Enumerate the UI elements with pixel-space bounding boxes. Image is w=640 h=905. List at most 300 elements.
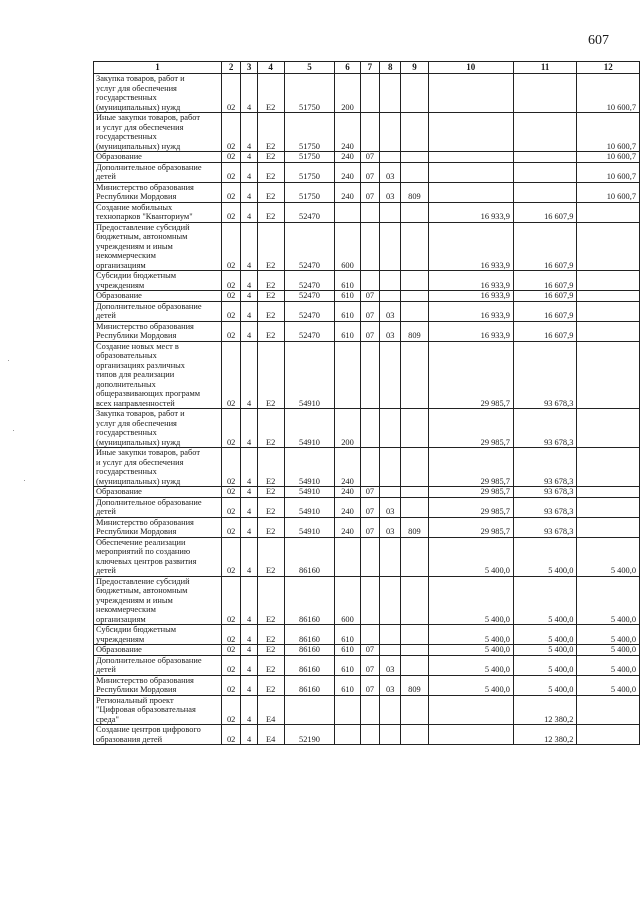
cell-col-4: Е2 [257, 291, 284, 302]
cell-col-9 [401, 74, 428, 113]
cell-col-7: 07 [360, 655, 379, 675]
cell-col-12 [577, 341, 640, 409]
cell-col-11: 12 380,2 [513, 725, 576, 745]
cell-col-11: 93 678,3 [513, 487, 576, 498]
row-description: Иные закупки товаров, работ и услуг для обеспечения государственных (муниципальных) нужд [94, 113, 222, 152]
cell-col-4: Е2 [257, 537, 284, 576]
cell-col-5: 52470 [284, 291, 335, 302]
cell-col-3: 4 [241, 341, 257, 409]
cell-col-11: 12 380,2 [513, 695, 576, 725]
column-header: 11 [513, 62, 576, 74]
cell-col-2: 02 [221, 625, 240, 645]
column-header: 2 [221, 62, 240, 74]
row-description: Создание мобильных технопарков "Кванториум" [94, 202, 222, 222]
cell-col-10 [428, 74, 513, 113]
cell-col-9 [401, 497, 428, 517]
cell-col-6: 240 [335, 113, 360, 152]
column-header: 12 [577, 62, 640, 74]
cell-col-8 [380, 341, 401, 409]
row-description: Министерство образования Республики Мордовия [94, 182, 222, 202]
cell-col-2: 02 [221, 321, 240, 341]
cell-col-2: 02 [221, 291, 240, 302]
cell-col-9: 809 [401, 182, 428, 202]
cell-col-6: 610 [335, 675, 360, 695]
cell-col-10: 5 400,0 [428, 625, 513, 645]
cell-col-7 [360, 341, 379, 409]
cell-col-7 [360, 222, 379, 271]
cell-col-4: Е2 [257, 341, 284, 409]
cell-col-7 [360, 409, 379, 448]
cell-col-11: 5 400,0 [513, 655, 576, 675]
cell-col-6 [335, 725, 360, 745]
cell-col-10 [428, 725, 513, 745]
row-description: Обеспечение реализации мероприятий по созданию ключевых центров развития детей [94, 537, 222, 576]
cell-col-8 [380, 576, 401, 625]
cell-col-8: 03 [380, 301, 401, 321]
cell-col-7 [360, 113, 379, 152]
cell-col-10: 29 985,7 [428, 517, 513, 537]
cell-col-11 [513, 152, 576, 163]
cell-col-3: 4 [241, 162, 257, 182]
cell-col-12 [577, 222, 640, 271]
cell-col-3: 4 [241, 291, 257, 302]
cell-col-8: 03 [380, 162, 401, 182]
cell-col-3: 4 [241, 497, 257, 517]
cell-col-5: 86160 [284, 675, 335, 695]
cell-col-7: 07 [360, 487, 379, 498]
cell-col-5: 51750 [284, 162, 335, 182]
cell-col-9 [401, 162, 428, 182]
table-row [94, 655, 640, 675]
cell-col-12 [577, 487, 640, 498]
cell-col-4: Е4 [257, 695, 284, 725]
row-description: Создание центров цифрового образования детей [94, 725, 222, 745]
cell-col-6: 240 [335, 182, 360, 202]
cell-col-7 [360, 695, 379, 725]
table-row [94, 645, 640, 656]
cell-col-12: 5 400,0 [577, 655, 640, 675]
cell-col-7 [360, 202, 379, 222]
cell-col-3: 4 [241, 152, 257, 163]
cell-col-11: 16 607,9 [513, 321, 576, 341]
cell-col-8: 03 [380, 497, 401, 517]
cell-col-12 [577, 695, 640, 725]
cell-col-8 [380, 271, 401, 291]
table-row [94, 74, 640, 113]
cell-col-2: 02 [221, 162, 240, 182]
cell-col-7: 07 [360, 321, 379, 341]
cell-col-12: 10 600,7 [577, 152, 640, 163]
scan-speck [8, 360, 9, 361]
row-description: Министерство образования Республики Мордовия [94, 517, 222, 537]
cell-col-6: 610 [335, 291, 360, 302]
cell-col-10: 16 933,9 [428, 291, 513, 302]
cell-col-12: 5 400,0 [577, 645, 640, 656]
cell-col-6 [335, 202, 360, 222]
cell-col-3: 4 [241, 222, 257, 271]
cell-col-6: 600 [335, 576, 360, 625]
cell-col-6: 200 [335, 409, 360, 448]
cell-col-12: 10 600,7 [577, 113, 640, 152]
row-description: Предоставление субсидий бюджетным, автономным учреждениям и иным некоммерческим организациям [94, 222, 222, 271]
row-description: Иные закупки товаров, работ и услуг для обеспечения государственных (муниципальных) нужд [94, 448, 222, 487]
column-header: 4 [257, 62, 284, 74]
cell-col-8 [380, 625, 401, 645]
cell-col-5: 54910 [284, 409, 335, 448]
table-row [94, 487, 640, 498]
cell-col-10: 5 400,0 [428, 537, 513, 576]
cell-col-12: 10 600,7 [577, 162, 640, 182]
table-row [94, 222, 640, 271]
cell-col-3: 4 [241, 517, 257, 537]
table-row [94, 675, 640, 695]
cell-col-8 [380, 152, 401, 163]
cell-col-2: 02 [221, 222, 240, 271]
cell-col-5: 52470 [284, 202, 335, 222]
row-description: Дополнительное образование детей [94, 301, 222, 321]
cell-col-7 [360, 725, 379, 745]
cell-col-5: 54910 [284, 448, 335, 487]
cell-col-10: 5 400,0 [428, 655, 513, 675]
cell-col-4: Е2 [257, 202, 284, 222]
cell-col-9 [401, 113, 428, 152]
cell-col-6: 610 [335, 655, 360, 675]
cell-col-7 [360, 271, 379, 291]
column-header: 9 [401, 62, 428, 74]
cell-col-6: 610 [335, 301, 360, 321]
cell-col-12 [577, 271, 640, 291]
cell-col-2: 02 [221, 409, 240, 448]
cell-col-4: Е2 [257, 448, 284, 487]
cell-col-9 [401, 576, 428, 625]
cell-col-6: 610 [335, 271, 360, 291]
cell-col-5: 54910 [284, 497, 335, 517]
cell-col-7: 07 [360, 645, 379, 656]
cell-col-10 [428, 182, 513, 202]
row-description: Министерство образования Республики Мордовия [94, 675, 222, 695]
cell-col-8: 03 [380, 517, 401, 537]
cell-col-3: 4 [241, 409, 257, 448]
row-description: Закупка товаров, работ и услуг для обеспечения государственных (муниципальных) нужд [94, 74, 222, 113]
cell-col-10: 16 933,9 [428, 222, 513, 271]
cell-col-5: 51750 [284, 152, 335, 163]
cell-col-9 [401, 271, 428, 291]
cell-col-11: 93 678,3 [513, 448, 576, 487]
column-header: 8 [380, 62, 401, 74]
cell-col-11 [513, 162, 576, 182]
cell-col-11 [513, 113, 576, 152]
column-header: 7 [360, 62, 379, 74]
cell-col-3: 4 [241, 655, 257, 675]
cell-col-7: 07 [360, 675, 379, 695]
cell-col-11: 5 400,0 [513, 625, 576, 645]
cell-col-3: 4 [241, 625, 257, 645]
cell-col-12 [577, 725, 640, 745]
cell-col-9 [401, 152, 428, 163]
cell-col-4: Е2 [257, 487, 284, 498]
cell-col-11: 93 678,3 [513, 497, 576, 517]
cell-col-5: 51750 [284, 74, 335, 113]
cell-col-11: 16 607,9 [513, 222, 576, 271]
cell-col-6: 240 [335, 152, 360, 163]
table-row [94, 291, 640, 302]
table-row [94, 301, 640, 321]
cell-col-9 [401, 202, 428, 222]
cell-col-2: 02 [221, 448, 240, 487]
cell-col-5: 86160 [284, 625, 335, 645]
table-row [94, 113, 640, 152]
cell-col-3: 4 [241, 487, 257, 498]
cell-col-9 [401, 655, 428, 675]
cell-col-3: 4 [241, 74, 257, 113]
cell-col-9 [401, 301, 428, 321]
row-description: Образование [94, 152, 222, 163]
column-header: 1 [94, 62, 222, 74]
cell-col-8: 03 [380, 655, 401, 675]
cell-col-7: 07 [360, 182, 379, 202]
column-header: 6 [335, 62, 360, 74]
row-description: Дополнительное образование детей [94, 655, 222, 675]
cell-col-9 [401, 487, 428, 498]
cell-col-4: Е2 [257, 162, 284, 182]
cell-col-4: Е2 [257, 409, 284, 448]
cell-col-5: 86160 [284, 537, 335, 576]
column-header: 5 [284, 62, 335, 74]
cell-col-12: 5 400,0 [577, 675, 640, 695]
row-description: Образование [94, 291, 222, 302]
cell-col-4: Е2 [257, 645, 284, 656]
cell-col-8 [380, 537, 401, 576]
cell-col-9 [401, 625, 428, 645]
cell-col-10: 5 400,0 [428, 645, 513, 656]
cell-col-8: 03 [380, 182, 401, 202]
row-description: Дополнительное образование детей [94, 162, 222, 182]
cell-col-3: 4 [241, 695, 257, 725]
cell-col-4: Е2 [257, 321, 284, 341]
cell-col-12 [577, 301, 640, 321]
cell-col-8 [380, 448, 401, 487]
cell-col-9 [401, 222, 428, 271]
cell-col-9 [401, 448, 428, 487]
cell-col-10: 16 933,9 [428, 271, 513, 291]
cell-col-6 [335, 695, 360, 725]
cell-col-4: Е2 [257, 497, 284, 517]
cell-col-9 [401, 537, 428, 576]
cell-col-4: Е2 [257, 301, 284, 321]
cell-col-5: 86160 [284, 655, 335, 675]
cell-col-3: 4 [241, 202, 257, 222]
cell-col-5: 54910 [284, 517, 335, 537]
cell-col-4: Е2 [257, 271, 284, 291]
cell-col-12: 5 400,0 [577, 537, 640, 576]
cell-col-6 [335, 537, 360, 576]
cell-col-7: 07 [360, 291, 379, 302]
cell-col-3: 4 [241, 271, 257, 291]
table-row [94, 625, 640, 645]
table-row [94, 576, 640, 625]
table-row [94, 341, 640, 409]
cell-col-4: Е4 [257, 725, 284, 745]
cell-col-10: 29 985,7 [428, 487, 513, 498]
cell-col-9 [401, 725, 428, 745]
cell-col-3: 4 [241, 537, 257, 576]
row-description: Предоставление субсидий бюджетным, автономным учреждениям и иным некоммерческим организациям [94, 576, 222, 625]
row-description: Дополнительное образование детей [94, 497, 222, 517]
cell-col-5: 52470 [284, 271, 335, 291]
cell-col-5: 52470 [284, 321, 335, 341]
cell-col-9: 809 [401, 675, 428, 695]
cell-col-11: 16 607,9 [513, 202, 576, 222]
row-description: Образование [94, 487, 222, 498]
cell-col-2: 02 [221, 576, 240, 625]
cell-col-5: 51750 [284, 182, 335, 202]
cell-col-5: 52190 [284, 725, 335, 745]
cell-col-4: Е2 [257, 182, 284, 202]
cell-col-8 [380, 202, 401, 222]
table-row [94, 537, 640, 576]
cell-col-2: 02 [221, 655, 240, 675]
cell-col-11: 5 400,0 [513, 537, 576, 576]
cell-col-10 [428, 113, 513, 152]
row-description: Создание новых мест в образовательных организациях различных типов для реализации дополнительных общеразвивающих программ всех направленностей [94, 341, 222, 409]
table-row [94, 695, 640, 725]
cell-col-3: 4 [241, 448, 257, 487]
cell-col-5: 54910 [284, 487, 335, 498]
table-row [94, 182, 640, 202]
row-description: Субсидии бюджетным учреждениям [94, 625, 222, 645]
cell-col-8 [380, 487, 401, 498]
row-description: Закупка товаров, работ и услуг для обеспечения государственных (муниципальных) нужд [94, 409, 222, 448]
cell-col-10 [428, 695, 513, 725]
cell-col-10: 29 985,7 [428, 341, 513, 409]
cell-col-8: 03 [380, 321, 401, 341]
cell-col-7 [360, 448, 379, 487]
column-header: 10 [428, 62, 513, 74]
cell-col-4: Е2 [257, 517, 284, 537]
cell-col-11 [513, 182, 576, 202]
cell-col-2: 02 [221, 341, 240, 409]
table-row [94, 409, 640, 448]
cell-col-12 [577, 202, 640, 222]
cell-col-10: 16 933,9 [428, 321, 513, 341]
cell-col-4: Е2 [257, 625, 284, 645]
row-description: Образование [94, 645, 222, 656]
cell-col-12 [577, 448, 640, 487]
cell-col-10: 29 985,7 [428, 409, 513, 448]
cell-col-12 [577, 291, 640, 302]
cell-col-3: 4 [241, 675, 257, 695]
cell-col-7: 07 [360, 497, 379, 517]
cell-col-10: 29 985,7 [428, 448, 513, 487]
cell-col-8 [380, 645, 401, 656]
cell-col-7 [360, 74, 379, 113]
cell-col-12 [577, 517, 640, 537]
cell-col-10: 16 933,9 [428, 202, 513, 222]
cell-col-10 [428, 152, 513, 163]
cell-col-5: 52470 [284, 301, 335, 321]
cell-col-3: 4 [241, 182, 257, 202]
table-row [94, 271, 640, 291]
cell-col-2: 02 [221, 675, 240, 695]
cell-col-5: 54910 [284, 341, 335, 409]
cell-col-2: 02 [221, 113, 240, 152]
row-description: Министерство образования Республики Мордовия [94, 321, 222, 341]
cell-col-2: 02 [221, 695, 240, 725]
cell-col-8 [380, 291, 401, 302]
cell-col-6: 240 [335, 162, 360, 182]
cell-col-8 [380, 695, 401, 725]
cell-col-5 [284, 695, 335, 725]
cell-col-3: 4 [241, 725, 257, 745]
cell-col-6: 610 [335, 645, 360, 656]
cell-col-4: Е2 [257, 113, 284, 152]
cell-col-6: 200 [335, 74, 360, 113]
cell-col-11: 93 678,3 [513, 341, 576, 409]
cell-col-11: 5 400,0 [513, 645, 576, 656]
cell-col-4: Е2 [257, 675, 284, 695]
cell-col-8 [380, 113, 401, 152]
cell-col-11: 93 678,3 [513, 409, 576, 448]
cell-col-6: 610 [335, 321, 360, 341]
cell-col-11: 16 607,9 [513, 271, 576, 291]
cell-col-6: 240 [335, 517, 360, 537]
cell-col-9 [401, 291, 428, 302]
cell-col-10: 5 400,0 [428, 576, 513, 625]
cell-col-8 [380, 74, 401, 113]
cell-col-2: 02 [221, 497, 240, 517]
header-row [94, 62, 640, 74]
cell-col-12: 5 400,0 [577, 625, 640, 645]
scan-speck [13, 430, 14, 431]
cell-col-7: 07 [360, 152, 379, 163]
cell-col-6: 240 [335, 448, 360, 487]
cell-col-3: 4 [241, 301, 257, 321]
cell-col-9 [401, 341, 428, 409]
cell-col-4: Е2 [257, 222, 284, 271]
cell-col-11: 5 400,0 [513, 576, 576, 625]
cell-col-7 [360, 625, 379, 645]
cell-col-6: 240 [335, 497, 360, 517]
cell-col-8 [380, 222, 401, 271]
cell-col-12 [577, 321, 640, 341]
cell-col-12 [577, 409, 640, 448]
cell-col-11: 16 607,9 [513, 291, 576, 302]
cell-col-5: 51750 [284, 113, 335, 152]
cell-col-4: Е2 [257, 152, 284, 163]
cell-col-12: 10 600,7 [577, 182, 640, 202]
table-row [94, 497, 640, 517]
cell-col-3: 4 [241, 576, 257, 625]
cell-col-4: Е2 [257, 655, 284, 675]
cell-col-11: 93 678,3 [513, 517, 576, 537]
cell-col-2: 02 [221, 74, 240, 113]
cell-col-3: 4 [241, 113, 257, 152]
cell-col-5: 86160 [284, 576, 335, 625]
cell-col-2: 02 [221, 301, 240, 321]
table-row [94, 152, 640, 163]
cell-col-5: 52470 [284, 222, 335, 271]
cell-col-2: 02 [221, 202, 240, 222]
cell-col-2: 02 [221, 182, 240, 202]
cell-col-8 [380, 725, 401, 745]
scan-speck [24, 480, 25, 481]
cell-col-7: 07 [360, 162, 379, 182]
cell-col-11: 16 607,9 [513, 301, 576, 321]
cell-col-8: 03 [380, 675, 401, 695]
cell-col-12 [577, 497, 640, 517]
cell-col-2: 02 [221, 517, 240, 537]
cell-col-10: 16 933,9 [428, 301, 513, 321]
